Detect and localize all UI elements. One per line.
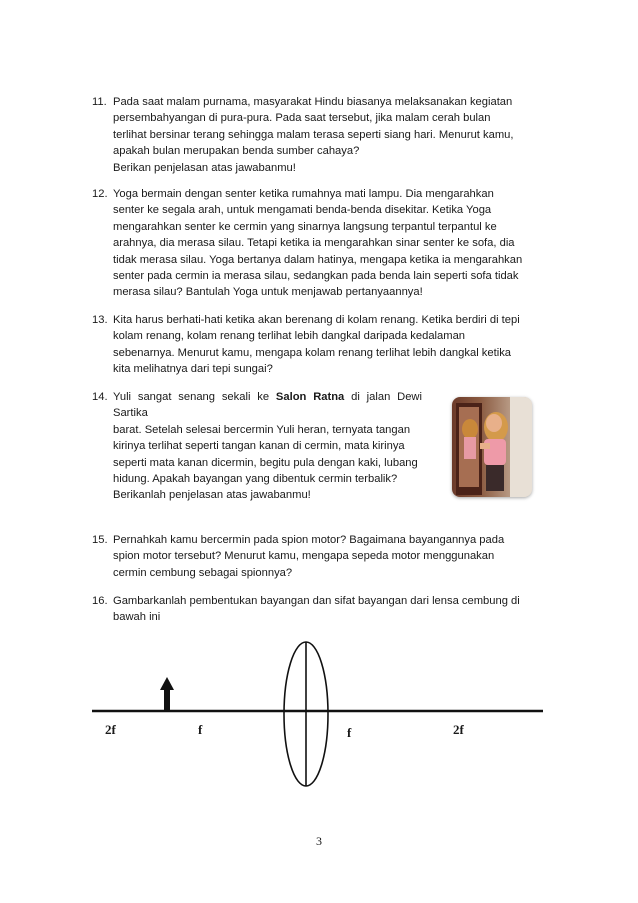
question-number: 11. [92,96,107,108]
question-16 [92,593,547,626]
question-line: spion motor tersebut? Menurut kamu, mengapa sepeda motor menggunakan [113,550,495,563]
question-12 [92,186,547,301]
question-line: Berikan penjelasan atas jawabanmu! [113,161,296,174]
question-line: kita melihatnya dari tepi sungai? [113,363,273,376]
question-number: 14. [92,391,108,403]
question-line: arahnya, dia merasa silau. Tetapi ketika ia mengarahkan sinar senter ke sofa, dia [113,237,515,250]
question-line: mengarahkan senter ke cermin yang sinarnya langsung terpantul terpantul ke [113,220,497,233]
question-line: kolam renang, kolam renang terlihat lebih dangkal daripada kedalaman [113,330,466,343]
question-14 [92,389,422,504]
question-15 [92,532,547,581]
question-line: senter pada cermin ia merasa silau, sedangkan pada benda lain seperti sofa tidak [113,270,519,283]
question-11 [92,94,547,176]
question-line: terlihat bersinar terang sehingga malam terasa seperti siang hari. Menurut kamu, [113,128,514,141]
question-line: persembahyangan di pura-pura. Pada saat tersebut, jika malam cerah bulan [113,112,491,125]
mirror-photo-illustration [452,397,532,497]
question-line: sebenarnya. Menurut kamu, mengapa kolam renang terlihat lebih dangkal ketika [113,346,512,359]
question-line: barat. Setelah selesai bercermin Yuli heran, ternyata tangan [113,423,411,436]
label-f-left: f [198,722,203,737]
object-arrow-shaft [164,689,170,711]
question-13 [92,312,547,378]
question-line: Yoga bermain dengan senter ketika rumahnya mati lampu. Dia mengarahkan [113,188,494,200]
question-number: 16. [92,595,108,607]
question-number: 13. [92,314,108,326]
question-number: 12. [92,188,108,200]
label-f-right: f [347,725,352,740]
question-line: Gambarkanlah pembentukan bayangan dan sifat bayangan dari lensa cembung di [113,595,520,607]
label-2f-left: 2f [105,722,116,737]
object-arrow-head [160,677,174,690]
question-line: tidak merasa silau. Yoga bertanya dalam hatinya, mengapa ketika ia mengarahkan [113,253,523,266]
lens-diagram-svg [80,630,560,790]
question-line: Berikanlah penjelasan atas jawabanmu! [113,489,311,502]
question-line: Pada saat malam purnama, masyarakat Hindu biasanya melaksanakan kegiatan [113,96,513,108]
question-number: 15. [92,534,108,546]
question-line: Pernahkah kamu bercermin pada spion motor? Bagaimana bayangannya pada [113,534,505,546]
page-number: 3 [316,834,322,848]
question-line: bawah ini [113,611,161,624]
label-2f-right: 2f [453,722,464,737]
convex-lens-diagram [80,630,560,790]
question-line: apakah bulan merupakan benda sumber cahaya? [113,145,360,158]
question-line: seperti mata kanan dicermin, begitu pula dengan kaki, lubang [113,456,418,469]
question-line: hidung. Apakah bayangan yang dibentuk cermin terbalik? [113,473,398,486]
salon-name: Salon Ratna [275,391,345,403]
question-line: Yuli sangat senang sekali ke Salon Ratna di jalan Dewi Sartika [113,391,422,420]
mirror-photo [452,397,532,497]
question-line: merasa silau? Bantulah Yoga untuk menjawab pertanyaannya! [113,286,423,299]
question-line: kirinya terlihat seperti tangan kanan di cermin, mata kirinya [113,440,405,453]
question-line: cermin cembung sebagai spionnya? [113,566,293,579]
question-line: senter ke segala arah, untuk mengamati benda-benda disekitar. Ketika Yoga [113,204,492,217]
question-line: Kita harus berhati-hati ketika akan berenang di kolam renang. Ketika berdiri di tepi [113,314,520,326]
